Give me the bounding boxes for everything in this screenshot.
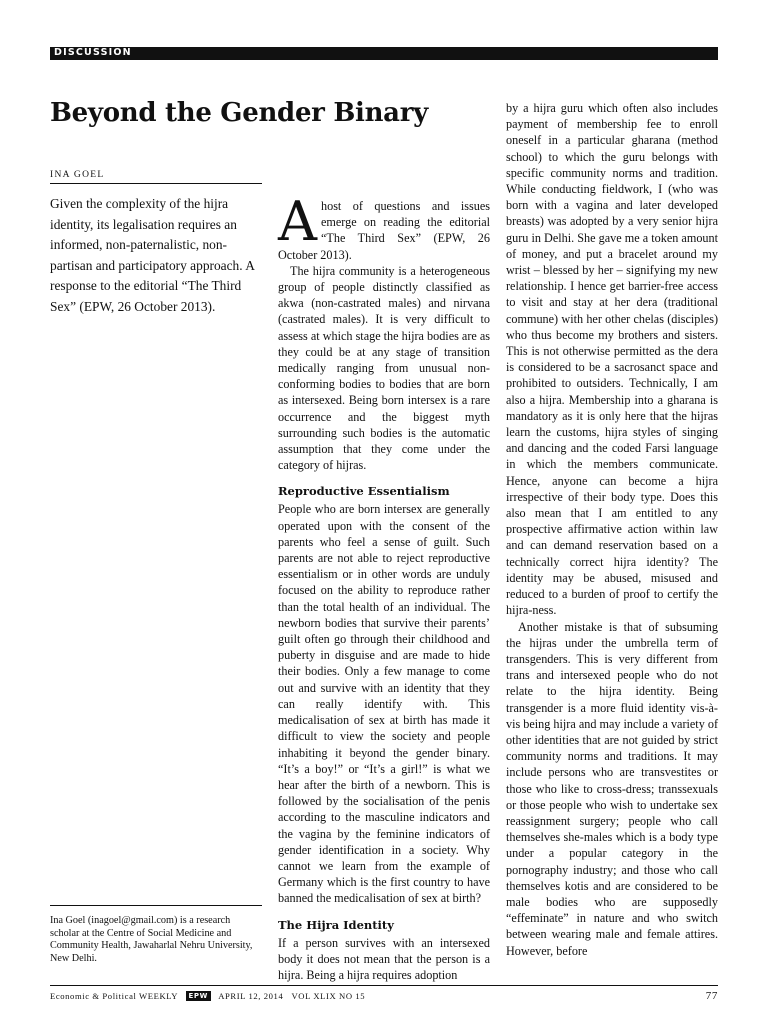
- author-footnote: Ina Goel (inagoel@gmail.com) is a research scholar at the Centre of Social Medicine and Community Health, Jawaharlal Nehru University, New Delhi.: [50, 915, 253, 964]
- author-rule: [50, 183, 262, 184]
- abstract: Given the complexity of the hijra identity, its legalisation requires an informed, non-paternalistic, non-partisan and participatory approach. A response to the editorial “The Third Sex” (EPW, 26 October 2013).: [50, 196, 255, 314]
- issue-date: APRIL 12, 2014: [218, 991, 284, 1001]
- body-column-2: [278, 190, 490, 983]
- paragraph: The hijra community is a heterogeneous group of people distinctly classified as akwa (non-castrated males) and nirvana (castrated males). It is very difficult to assess at which stage the hijra bodies are as they could be at any stage of transition medically ranging from unusual non-conforming bodies to bodies that are born as intersexed. Being born intersex is a rare occurrence and the biggest myth surrounding such bodies is the automatic assumption that they come under the category of hijras.: [278, 263, 490, 473]
- section-tag: DISCUSSION: [50, 47, 136, 59]
- author-name: INA GOEL: [50, 170, 105, 180]
- footer-rule: [50, 985, 718, 986]
- subheading: The Hijra Identity: [278, 917, 394, 932]
- paragraph: host of questions and issues emerge on reading the editorial “The Third Sex” (EPW, 26 October 2013).: [278, 199, 490, 262]
- article-title: Beyond the Gender Binary: [50, 98, 428, 128]
- paragraph: If a person survives with an intersexed body it does not mean that the person is a hijra. Being a hijra requires adoption: [278, 935, 490, 982]
- paragraph: by a hijra guru which often also includes payment of membership fee to enroll oneself in a particular gharana (method school) to which the guru belongs with specific community norms and tradition. While conducting fieldwork, I (who was born with a vagina and later developed breasts) was adopted by a very senior hijra guru in Delhi. She gave me a token amount of money, and put a bracelet around my wrist – blessed by her – signifying my new relationship. I hence get barrier-free access to visit and stay at her dera (traditional commune) with her other chelas (disciples) who thus become my brothers and sisters. This is not otherwise permitted as the dera is considered to be a sacrosanct space and prohibited to outsiders. Technically, I am also a hijra. Membership into a gharana is mandatory as it is only here that the hijras learn the customs, hijra styles of singing and dancing and the coded Farsi language in which the members communicate. Hence, anyone can become a hijra irrespective of their body type. Does this also mean that I am entitled to any prospective affirmative action within law and can demand reservation based on a technically correct hijra identity? The identity may be abused, misused and reduced to a burden of proof to certify the hijra-ness.: [506, 101, 718, 618]
- epw-logo: EPW: [186, 991, 211, 1001]
- journal-name: Economic & Political WEEKLY: [50, 991, 178, 1001]
- issue-volume: VOL XLIX NO 15: [291, 991, 366, 1001]
- paragraph: People who are born intersex are generally operated upon with the consent of the parents who feel a sense of guilt. Such parents are not able to reject reproductive essentialism or in other words are unduly focused on the ability to reproduce rather than the total health of an individual. The newborn bodies that survive their parents’ guilt often go through their childhood and puberty in disguise and are made to hide their bodies. Only a few manage to come out and survive with an identity that they can really identify with. This medicalisation of sex at birth has made it difficult to view the society and people inhabiting it beyond the gender binary. “It’s a boy!” or “It’s a girl!” is what we hear after the birth of a newborn. This is followed by the socialisation of the penis according to the masculine indicators and the vagina by the feminine indicators of gender identification in a society. Why cannot we learn from the example of Germany which is the first country to have banned the medicalisation of sex at birth?: [278, 502, 490, 906]
- section-bar: [50, 47, 718, 59]
- body-column-3: [506, 100, 718, 959]
- section-rule: [50, 59, 718, 60]
- paragraph: Another mistake is that of subsuming the hijras under the umbrella term of transgenders. This is very different from trans and intersexed people who do not relate to the hijra identity. Being transgender is a more fluid identity vis-à-vis being hijra and may include a variety of other identities that are not guided by strict community norms and traditions. It may include persons who are transvestites or those who like to cross-dress; transsexuals or those people who wish to undertake sex reassignment surgery; people who call themselves she-males which is a body type under a popular category in the pornography industry; and those who call themselves kotis and are considered to be male bodies who are supposedly “effeminate” in nature and who switch between wearing male and female attires. However, before: [506, 619, 718, 958]
- drop-cap: A: [278, 190, 317, 253]
- footnote-rule: [50, 905, 262, 906]
- page-number: 77: [705, 990, 718, 1002]
- subheading: Reproductive Essentialism: [278, 484, 450, 499]
- footer-meta: [50, 991, 365, 1001]
- page-footer: [50, 990, 718, 1004]
